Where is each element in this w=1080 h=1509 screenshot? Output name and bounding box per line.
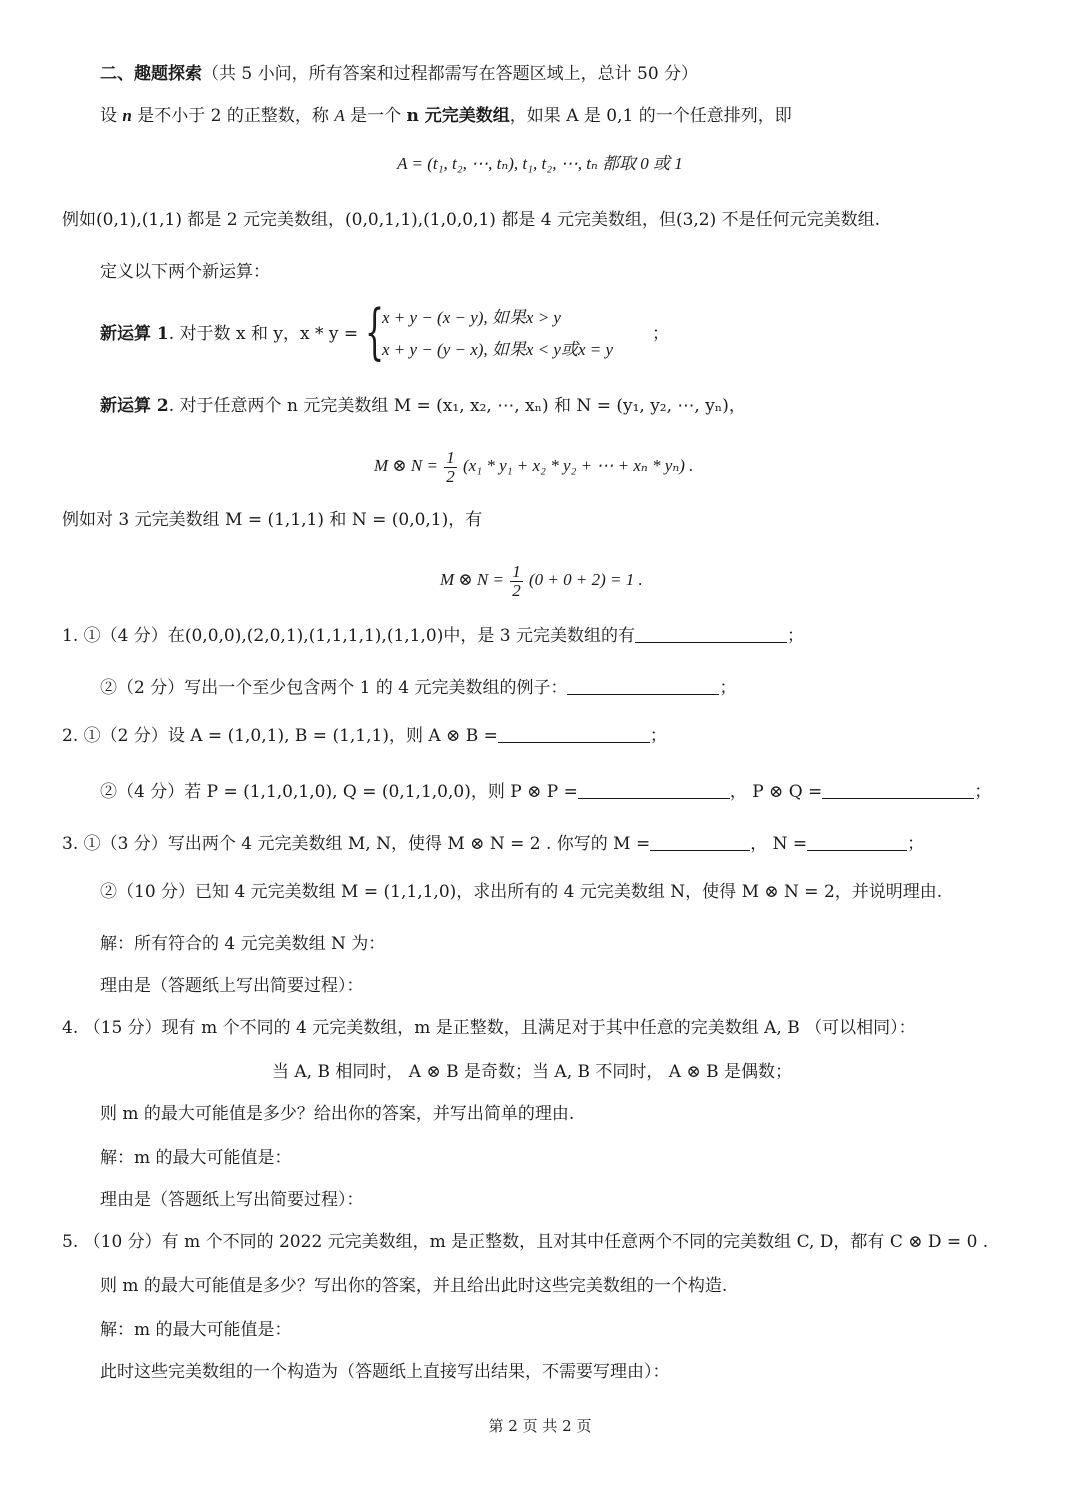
section-note: （共 5 小问，所有答案和过程都需写在答题区域上，总计 50 分）	[202, 64, 699, 84]
intro-text: 设	[100, 106, 123, 126]
intro-text: 是不小于 2 的正整数，称	[131, 106, 335, 126]
op1-case2: x + y − (y − x), 如果x < y或x = y	[382, 340, 614, 359]
q2-b-text: ②（4 分）若 P = (1,1,0,1,0), Q = (0,1,1,0,0)，则 P ⊗ P =	[100, 782, 578, 802]
q3-a	[62, 832, 924, 856]
q4-b: 当 A, B 相同时， A ⊗ B 是奇数；当 A, B 不同时， A ⊗ B 是偶数；	[272, 1062, 793, 1082]
fraction-half	[510, 563, 523, 600]
op2-formula-left: M ⊗ N =	[374, 456, 438, 475]
q2-b-mid: ， P ⊗ Q =	[729, 782, 823, 802]
q1-a-end: ；	[786, 626, 804, 646]
q2-a	[62, 724, 667, 748]
op2-text: . 对于任意两个 n 元完美数组 M = (x₁, x₂, ⋯, xₙ) 和 N = (y₁, y₂, ⋯, yₙ)，	[168, 396, 746, 416]
op1-piecewise	[100, 297, 700, 367]
q2-b-end: ；	[974, 782, 992, 802]
q1-b-text: ②（2 分）写出一个至少包含两个 1 的 4 元完美数组的例子：	[100, 678, 568, 698]
intro-A: A	[334, 106, 345, 125]
q4-a: 4. （15 分）现有 m 个不同的 4 元完美数组，m 是正整数，且满足对于其中任意的完美数组 A, B （可以相同）：	[62, 1018, 916, 1038]
example-line: 例如对 3 元完美数组 M = (1,1,1) 和 N = (0,0,1)，有	[62, 510, 483, 530]
section-title: 二、趣题探索	[100, 64, 202, 84]
frac-den: 2	[446, 466, 455, 486]
example-formula	[440, 560, 643, 600]
op2-statement	[100, 394, 746, 418]
op1-label: 新运算 1	[100, 324, 169, 344]
answer-blank-q2b-pp[interactable]	[578, 780, 730, 799]
op2-label: 新运算 2	[100, 396, 169, 416]
op1-case1: x + y − (x − y), 如果x > y	[382, 308, 561, 327]
page-footer: 第 2 页 共 2 页	[488, 1417, 592, 1435]
op1-text: . 对于数 x 和 y，x * y =	[168, 324, 359, 344]
q2-b	[100, 780, 991, 804]
q2-a-text: 2. ①（2 分）设 A = (1,0,1), B = (1,1,1)，则 A ⊗ B =	[62, 726, 498, 746]
answer-blank-q2b-pq[interactable]	[822, 780, 974, 799]
op1-end: ；	[652, 324, 669, 344]
q1-a	[62, 624, 804, 648]
q5-solution: 解：m 的最大可能值是：	[100, 1320, 292, 1340]
q5-a: 5. （10 分）有 m 个不同的 2022 元完美数组，m 是正整数，且对其中任意两个不同的完美数组 C, D，都有 C ⊗ D = 0 .	[62, 1232, 989, 1252]
q3-b: ②（10 分）已知 4 元完美数组 M = (1,1,1,0)，求出所有的 4 元完美数组 N，使得 M ⊗ N = 2，并说明理由.	[100, 882, 943, 902]
intro-text: ，如果 A 是 0,1 的一个任意排列，即	[509, 106, 792, 126]
q1-b	[100, 676, 736, 700]
frac-num: 1	[446, 447, 455, 467]
intro-definition	[100, 104, 792, 128]
q3-reason: 理由是（答题纸上写出简要过程）：	[100, 976, 364, 996]
frac-den: 2	[512, 580, 521, 600]
example-formula-left: M ⊗ N =	[440, 570, 504, 589]
answer-blank-q2a[interactable]	[498, 724, 650, 743]
intro-define: 定义以下两个新运算：	[100, 262, 270, 282]
q1-b-end: ；	[719, 678, 737, 698]
intro-text: 是一个	[344, 106, 407, 126]
op2-formula	[374, 446, 693, 486]
q1-a-text: 1. ①（4 分）在(0,0,0),(2,0,1),(1,1,1,1),(1,1,0)中，是 3 元完美数组的有	[62, 626, 635, 646]
answer-blank-q3-m[interactable]	[650, 832, 750, 851]
q3-a-mid: ， N =	[750, 834, 808, 854]
q5-b: 则 m 的最大可能值是多少？写出你的答案，并且给出此时这些完美数组的一个构造.	[100, 1276, 728, 1296]
intro-formula: A = (t₁, t₂, ⋯, tₙ), t₁, t₂, ⋯, tₙ 都取 0 或 1	[397, 154, 683, 173]
q2-a-end: ；	[649, 726, 667, 746]
q4-reason: 理由是（答题纸上写出简要过程）：	[100, 1190, 364, 1210]
q3-a-text: 3. ①（3 分）写出两个 4 元完美数组 M, N，使得 M ⊗ N = 2 . 你写的 M =	[62, 834, 651, 854]
frac-num: 1	[512, 561, 521, 581]
q3-solution: 解：所有符合的 4 元完美数组 N 为：	[100, 934, 386, 954]
q5-construct: 此时这些完美数组的一个构造为（答题纸上直接写出结果，不需要写理由）：	[100, 1362, 670, 1382]
answer-blank-q1a[interactable]	[635, 624, 787, 643]
intro-term: n 元完美数组	[406, 106, 510, 126]
q4-solution: 解：m 的最大可能值是：	[100, 1148, 292, 1168]
op2-formula-right: (x₁ * y₁ + x₂ * y₂ + ⋯ + xₙ * yₙ) .	[462, 456, 694, 475]
q3-a-end: ；	[907, 834, 925, 854]
q4-c: 则 m 的最大可能值是多少？给出你的答案，并写出简单的理由.	[100, 1104, 575, 1124]
answer-blank-q1b[interactable]	[567, 676, 719, 695]
section-header	[100, 62, 698, 86]
fraction-half	[444, 449, 457, 486]
intro-example: 例如(0,1),(1,1) 都是 2 元完美数组，(0,0,1,1),(1,0,0,1) 都是 4 元完美数组，但(3,2) 不是任何元完美数组.	[62, 210, 881, 230]
brace-symbol: {	[365, 297, 385, 367]
answer-blank-q3-n[interactable]	[807, 832, 907, 851]
example-formula-right: (0 + 0 + 2) = 1 .	[528, 570, 643, 589]
intro-n: n	[122, 106, 132, 125]
